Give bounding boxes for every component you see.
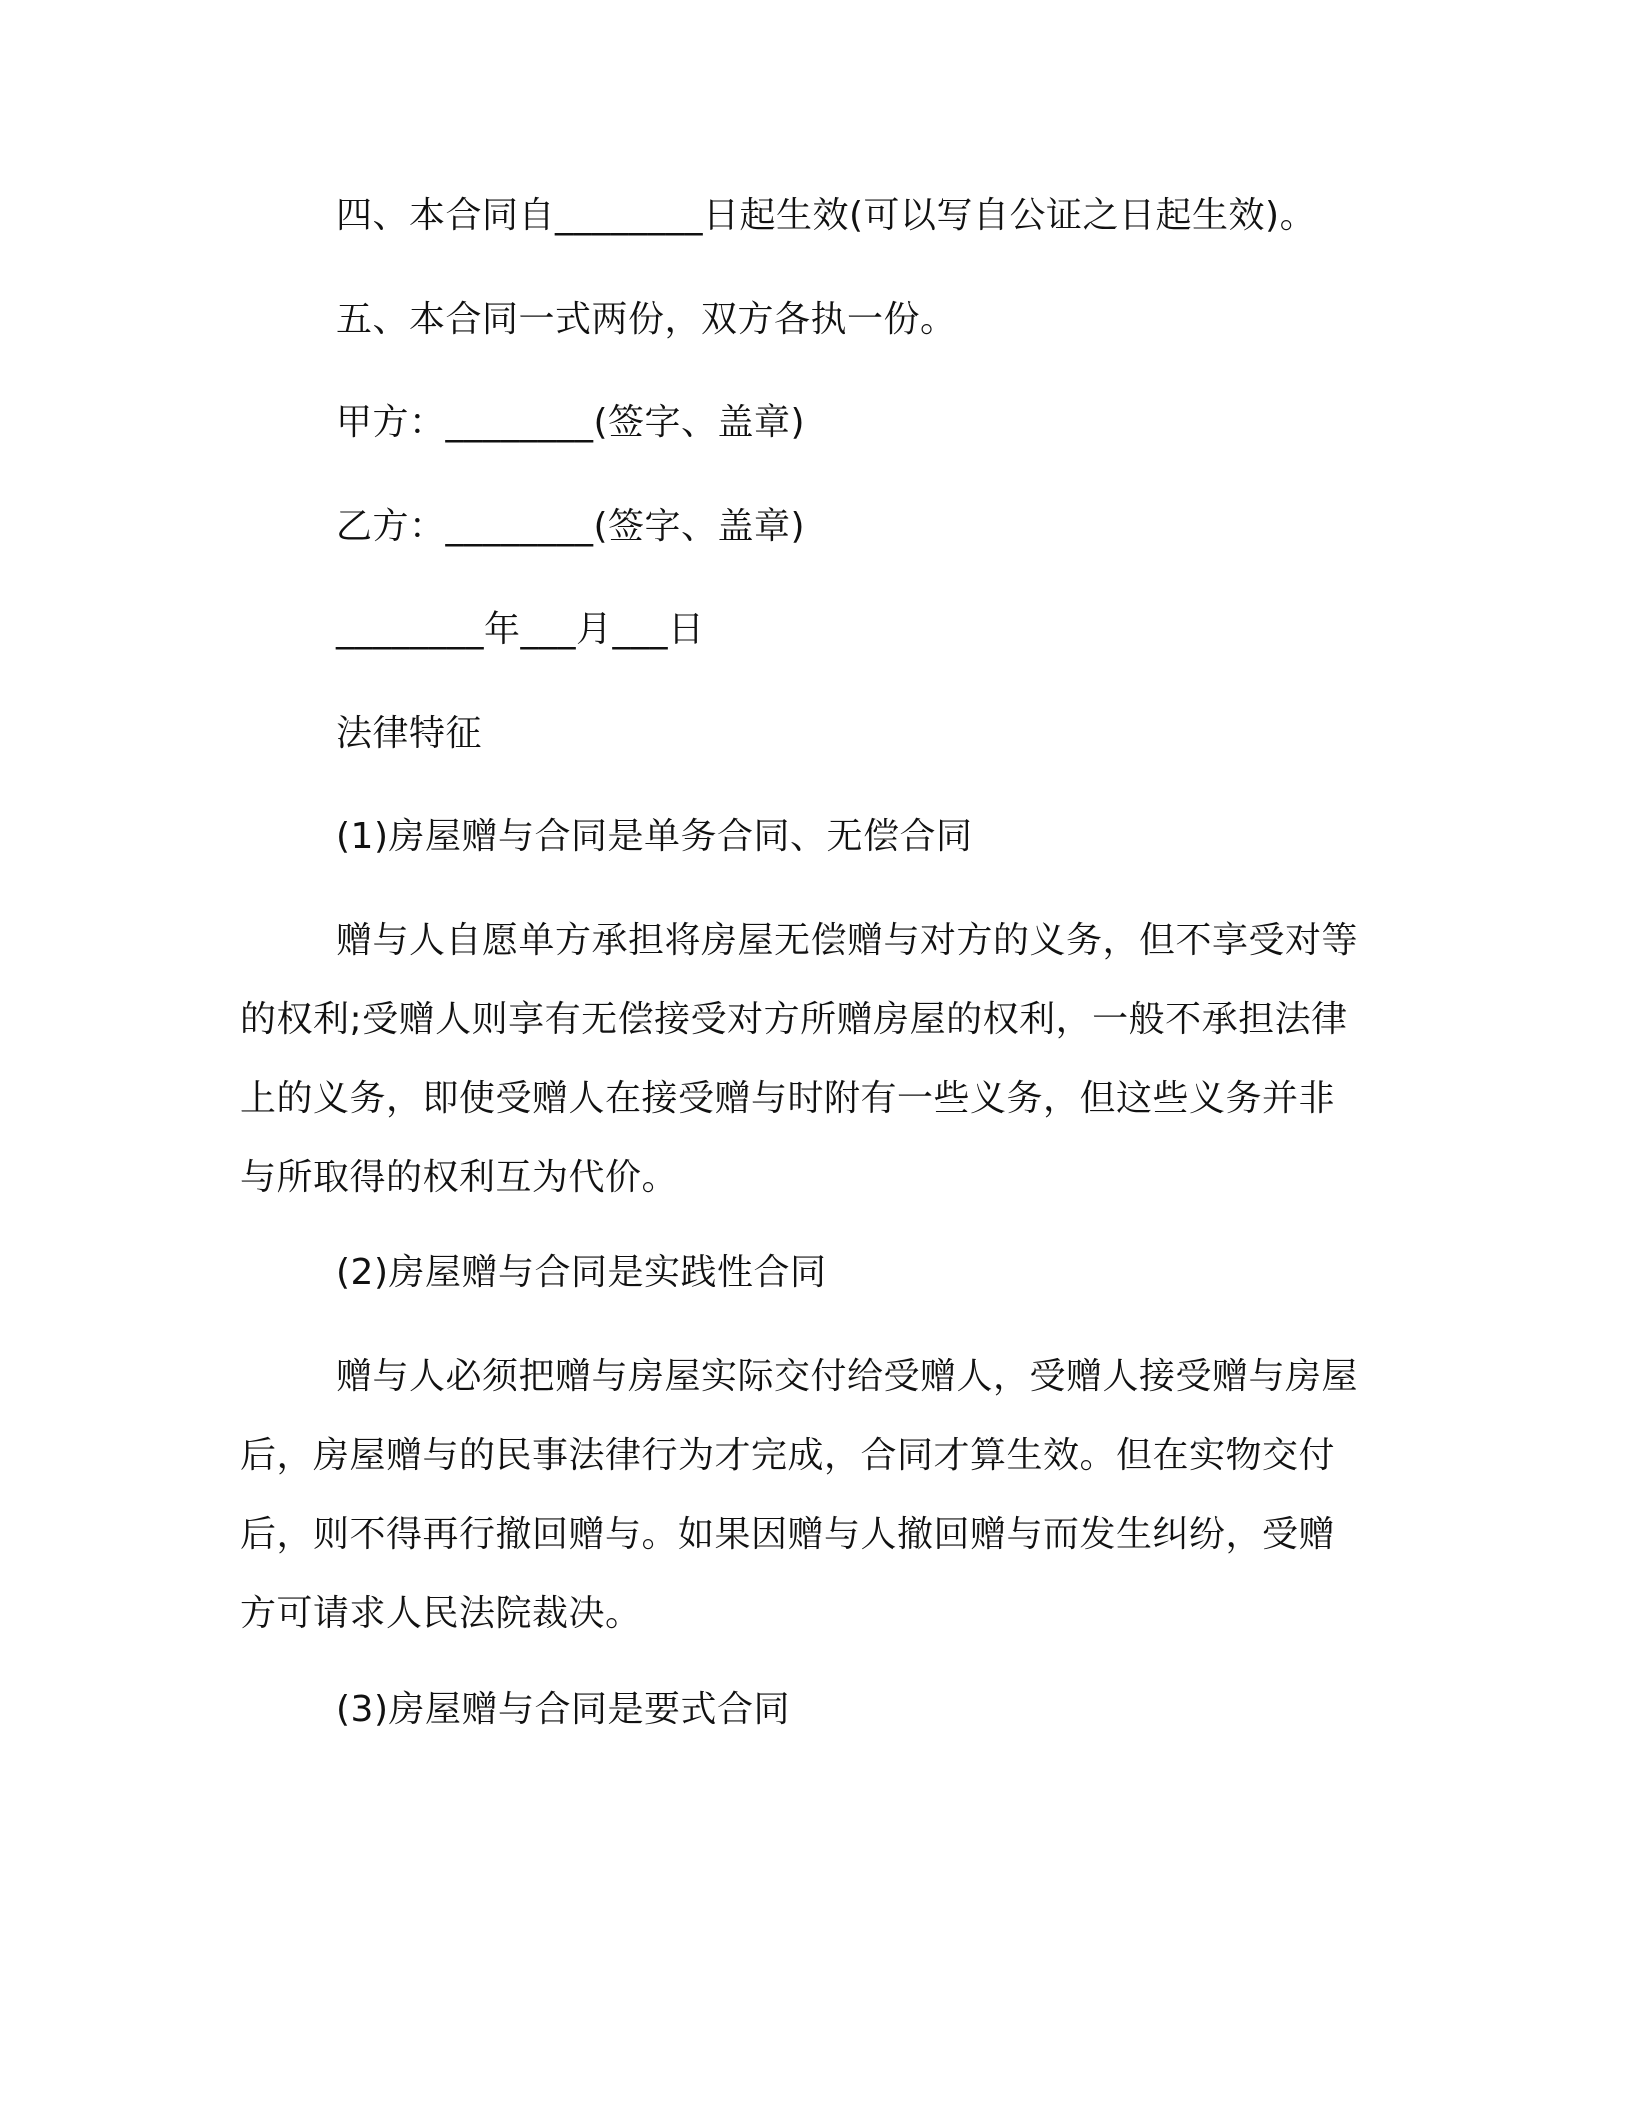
clause-four: 四、本合同自________日起生效(可以写自公证之日起生效)。 bbox=[336, 195, 1317, 236]
heading-1: (1)房屋赠与合同是单务合同、无偿合同 bbox=[336, 816, 973, 857]
heading-2: (2)房屋赠与合同是实践性合同 bbox=[336, 1252, 827, 1293]
paragraph-1-line-4: 与所取得的权利互为代价。 bbox=[240, 1157, 679, 1198]
paragraph-1-line-3: 上的义务，即使受赠人在接受赠与时附有一些义务，但这些义务并非 bbox=[240, 1078, 1336, 1119]
clause-five: 五、本合同一式两份，双方各执一份。 bbox=[336, 299, 957, 340]
paragraph-2-line-2: 后，房屋赠与的民事法律行为才完成，合同才算生效。但在实物交付 bbox=[240, 1435, 1336, 1476]
section-title: 法律特征 bbox=[336, 713, 483, 754]
paragraph-1-line-1: 赠与人自愿单方承担将房屋无偿赠与对方的义务，但不享受对等 bbox=[336, 920, 1359, 961]
paragraph-2-line-1: 赠与人必须把赠与房屋实际交付给受赠人，受赠人接受赠与房屋 bbox=[336, 1356, 1359, 1397]
paragraph-2-line-4: 方可请求人民法院裁决。 bbox=[240, 1593, 642, 1634]
paragraph-2-line-3: 后，则不得再行撤回赠与。如果因赠与人撤回赠与而发生纠纷，受赠 bbox=[240, 1514, 1336, 1555]
heading-3: (3)房屋赠与合同是要式合同 bbox=[336, 1689, 790, 1730]
date-line: ________年___月___日 bbox=[336, 609, 705, 650]
party-a-signature: 甲方：________(签字、盖章) bbox=[336, 402, 806, 443]
party-b-signature: 乙方：________(签字、盖章) bbox=[336, 506, 806, 547]
paragraph-1-line-2: 的权利;受赠人则享有无偿接受对方所赠房屋的权利，一般不承担法律 bbox=[240, 999, 1348, 1040]
